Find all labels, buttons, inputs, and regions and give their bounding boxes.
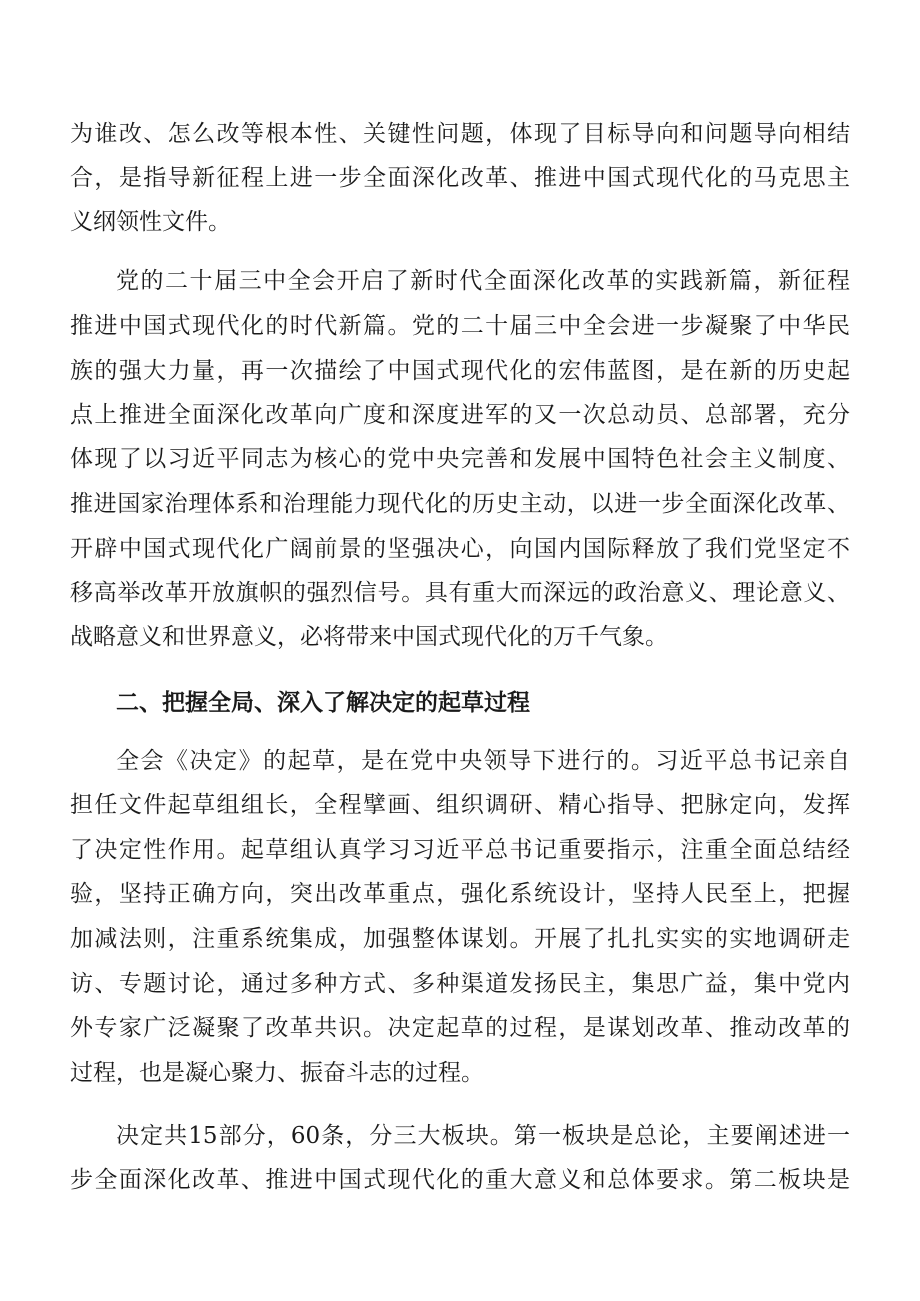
- paragraph-3-line-2: 担任文件起草组组长，全程擘画、组织调研、精心指导、把脉定向，发挥: [70, 792, 850, 818]
- paragraph-2-line-5: 体现了以习近平同志为核心的党中央完善和发展中国特色社会主义制度、: [70, 446, 850, 472]
- paragraph-1-line-1: 为谁改、怎么改等根本性、关键性问题，体现了目标导向和问题导向相结: [70, 121, 850, 147]
- paragraph-1-line-3: 义纲领性文件。: [70, 209, 231, 235]
- paragraph-2-line-9: 战略意义和世界意义，必将带来中国式现代化的万千气象。: [70, 624, 668, 650]
- paragraph-2-line-1: 党的二十届三中全会开启了新时代全面深化改革的实践新篇，新征程: [116, 268, 850, 294]
- paragraph-2-line-3: 族的强大力量，再一次描绘了中国式现代化的宏伟蓝图，是在新的历史起: [70, 358, 850, 384]
- paragraph-3-line-6: 访、专题讨论，通过多种方式、多种渠道发扬民主，集思广益，集中党内: [70, 971, 850, 997]
- paragraph-3-line-4: 验，坚持正确方向，突出改革重点，强化系统设计，坚持人民至上，把握: [70, 881, 850, 907]
- paragraph-3-line-1: 全会《决定》的起草，是在党中央领导下进行的。习近平总书记亲自: [116, 748, 850, 774]
- paragraph-2-line-7: 开辟中国式现代化广阔前景的坚强决心，向国内国际释放了我们党坚定不: [70, 536, 850, 562]
- section-heading: 二、把握全局、深入了解决定的起草过程: [116, 690, 530, 716]
- paragraph-4-line-2: 步全面深化改革、推进中国式现代化的重大意义和总体要求。第二板块是: [70, 1167, 850, 1193]
- paragraph-3-line-5: 加减法则，注重系统集成，加强整体谋划。开展了扎扎实实的实地调研走: [70, 926, 850, 952]
- paragraph-1-line-2: 合，是指导新征程上进一步全面深化改革、推进中国式现代化的马克思主: [70, 165, 850, 191]
- paragraph-4-line-1: 决定共15部分，60条，分三大板块。第一板块是总论，主要阐述进一: [116, 1123, 850, 1149]
- paragraph-2-line-6: 推进国家治理体系和治理能力现代化的历史主动，以进一步全面深化改革、: [70, 491, 850, 517]
- paragraph-2-line-2: 推进中国式现代化的时代新篇。党的二十届三中全会进一步凝聚了中华民: [70, 313, 850, 339]
- paragraph-3-line-3: 了决定性作用。起草组认真学习习近平总书记重要指示，注重全面总结经: [70, 837, 850, 863]
- paragraph-3-line-7: 外专家广泛凝聚了改革共识。决定起草的过程，是谋划改革、推动改革的: [70, 1015, 850, 1041]
- paragraph-2-line-8: 移高举改革开放旗帜的强烈信号。具有重大而深远的政治意义、理论意义、: [70, 580, 850, 606]
- paragraph-3-line-8: 过程，也是凝心聚力、振奋斗志的过程。: [70, 1060, 484, 1086]
- paragraph-2-line-4: 点上推进全面深化改革向广度和深度进军的又一次总动员、总部署，充分: [70, 402, 850, 428]
